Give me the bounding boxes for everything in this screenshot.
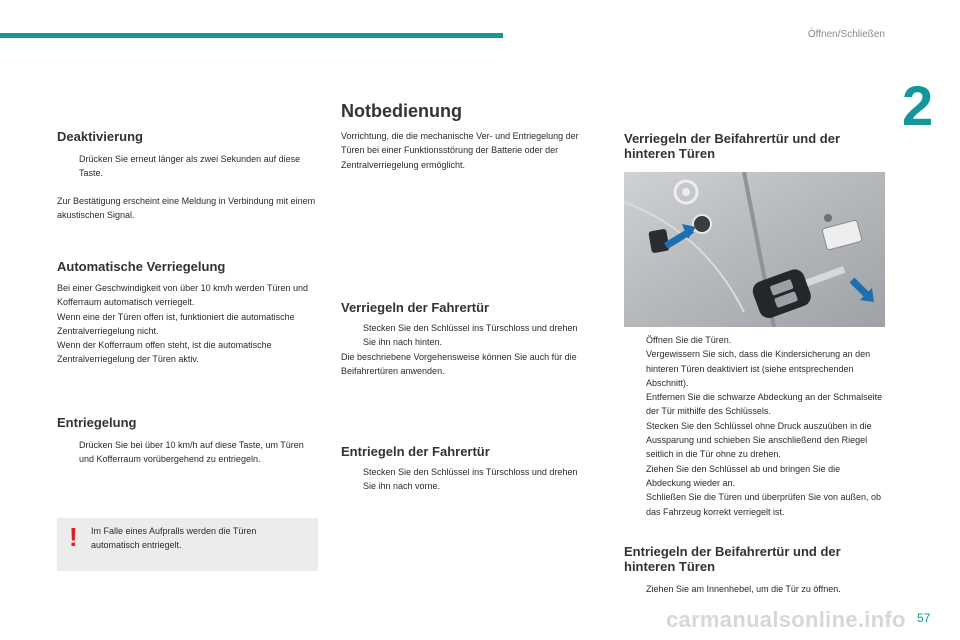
bullet-entriegeln-beifahrer: Ziehen Sie am Innenhebel, um die Tür zu öffnen. (646, 584, 841, 594)
list-item: Entfernen Sie die schwarze Abdeckung an der Schmalseite der Tür mithilfe des Schlüssels. (646, 392, 883, 417)
section-entriegeln-fahrertuer (341, 444, 603, 494)
section-verriegeln-beifahrer (624, 131, 886, 161)
section-entriegelung (57, 415, 319, 467)
steps-verriegeln-beifahrer (624, 333, 886, 519)
section-verriegeln-fahrertuer (341, 300, 603, 378)
list-item: Vergewissern Sie sich, dass die Kindersicherung an den hinteren Türen deaktiviert ist (siehe entsprechenden Abschnitt). (646, 349, 871, 388)
warning-note (57, 518, 318, 571)
heading-verriegeln-beifahrer: Verriegeln der Beifahrertür und der hinteren Türen (624, 131, 841, 161)
bullet-deaktivierung: Drücken Sie erneut länger als zwei Sekunden auf diese Taste. (79, 154, 301, 179)
heading-verriegeln-fahrertuer: Verriegeln der Fahrertür (341, 300, 490, 315)
bullet-entriegelung: Drücken Sie bei über 10 km/h auf diese Taste, um Türen und Kofferraum vorübergehend zu entriegeln. (79, 440, 304, 465)
heading-deaktivierung: Deaktivierung (57, 129, 143, 144)
warning-exclamation-icon: ! (69, 522, 78, 552)
bullet-entriegeln-fahrertuer: Stecken Sie den Schlüssel ins Türschloss und drehen Sie ihn nach vorne. (363, 467, 578, 492)
list-item: Stecken Sie den Schlüssel ohne Druck auszuüben in die Aussparung und schieben Sie anschließend den Riegel seitlich in die Tür ohne zu drehen. (646, 420, 872, 460)
section-automatisch (57, 259, 319, 367)
header-accent-bar (0, 33, 503, 38)
text-verriegeln-fahrertuer: Die beschriebene Vorgehensweise können Sie auch für die Beifahrertüren anwenden. (341, 351, 577, 376)
heading-entriegelung: Entriegelung (57, 415, 137, 430)
page-number: 57 (917, 611, 931, 625)
section-deaktivierung (57, 129, 319, 222)
section-header: Öffnen/Schließen (807, 29, 885, 40)
door-lock-illustration (624, 172, 885, 327)
text-deaktivierung: Zur Bestätigung erscheint eine Meldung in Verbindung mit einem akustischen Signal. (57, 195, 316, 220)
section-notbedienung (341, 101, 603, 172)
door-lock-photo (624, 172, 885, 327)
heading-entriegeln-beifahrer: Entriegeln der Beifahrertür und der hinteren Türen (624, 544, 841, 574)
list-item: Ziehen Sie den Schlüssel ab und bringen Sie die Abdeckung wieder an. (646, 463, 841, 488)
watermark-text: carmanualsonline.info (666, 607, 906, 632)
text-notbedienung: Vorrichtung, die die mechanische Ver- und Entriegelung der Türen bei einer Funktionsstörung der Batterie oder der Zentralverriegelung ermöglicht. (341, 131, 579, 170)
heading-automatisch: Automatische Verriegelung (57, 259, 226, 274)
section-entriegeln-beifahrer (624, 544, 886, 596)
heading-notbedienung: Notbedienung (341, 101, 462, 121)
chapter-number: 2 (902, 74, 934, 137)
bullet-verriegeln-fahrertuer: Stecken Sie den Schlüssel ins Türschloss und drehen Sie ihn nach hinten. (363, 323, 578, 348)
heading-entriegeln-fahrertuer: Entriegeln der Fahrertür (341, 444, 490, 459)
text-automatisch: Bei einer Geschwindigkeit von über 10 km/h werden Türen und Kofferraum automatisch verriegelt. Wenn eine der Türen offen ist, funktioniert die automatische Zentralverriegelung nicht. Wenn der Kofferraum offen steht, ist die automatische Zentralverriegelung der Türen aktiv. (57, 283, 308, 365)
list-item: Schließen Sie die Türen und überprüfen Sie von außen, ob das Fahrzeug korrekt verriegelt ist. (646, 492, 881, 517)
warning-note-text: Im Falle eines Aufpralls werden die Türen automatisch entriegelt. (91, 526, 257, 550)
list-item: Öffnen Sie die Türen. (646, 335, 732, 345)
